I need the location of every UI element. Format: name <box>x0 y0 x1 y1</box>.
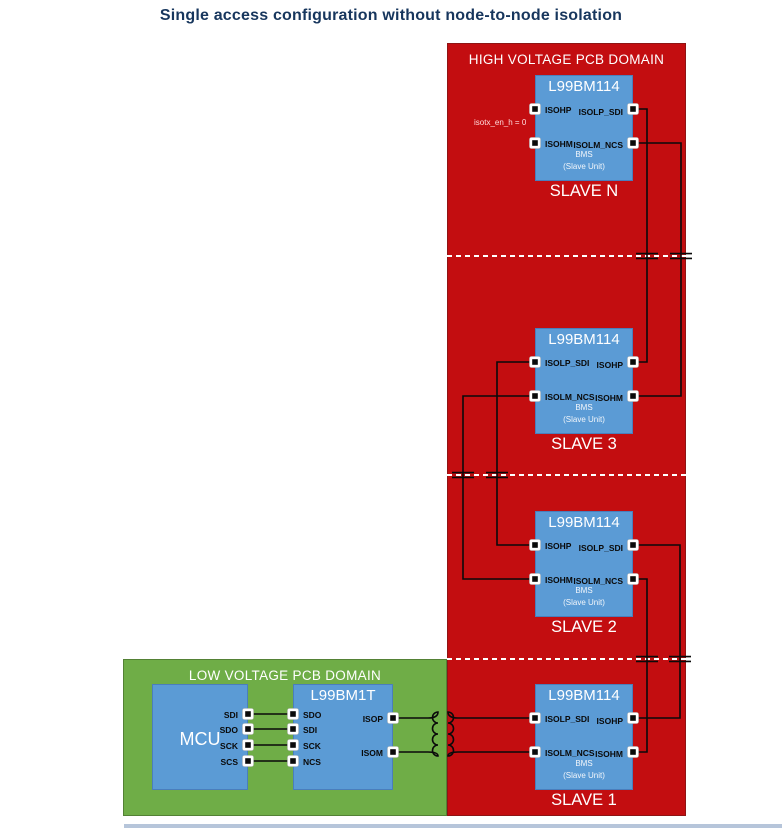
chip-box-slave-3 <box>535 328 633 434</box>
bms-label: BMS <box>575 586 593 595</box>
chip-box-slave-2 <box>535 511 633 617</box>
pin-label-right-2: ISOHM <box>595 393 623 403</box>
pin-label-right-1: ISOLP_SDI <box>578 107 623 117</box>
bm1t-pin-sdi: SDI <box>303 725 318 735</box>
slave-name: SLAVE 2 <box>551 618 617 636</box>
bm1t-pin-isop: ISOP <box>362 714 383 724</box>
pin-label-left-2: ISOHM <box>545 139 573 149</box>
mcu-pin-sdi: SDI <box>223 710 238 720</box>
slave-unit-label: (Slave Unit) <box>563 415 605 424</box>
pin-label-right-2: ISOLM_NCS <box>573 576 623 586</box>
bm1t-pin-sck: SCK <box>303 741 321 751</box>
mcu-pin-scs: SCS <box>220 757 238 767</box>
pin-label-right-2: ISOLM_NCS <box>573 140 623 150</box>
slave-unit-1 <box>535 684 633 814</box>
pin-label-left-1: ISOLP_SDI <box>545 714 590 724</box>
chip-box-slave-n <box>535 75 633 181</box>
pin-label-left-2: ISOHM <box>545 575 573 585</box>
chip-box-slave-1 <box>535 684 633 790</box>
slave-unit-label: (Slave Unit) <box>563 598 605 607</box>
bms-label: BMS <box>575 150 593 159</box>
chip-title: L99BM114 <box>548 78 620 95</box>
bm1t-pin-isom: ISOM <box>361 748 383 758</box>
mcu-box <box>152 684 248 790</box>
slave-name: SLAVE 3 <box>551 435 617 453</box>
pin-label-left-2: ISOLM_NCS <box>545 748 595 758</box>
pin-label-right-1: ISOHP <box>596 716 623 726</box>
mcu-pin-sdo: SDO <box>219 725 238 735</box>
page-edge-strip <box>124 824 782 828</box>
bms-label: BMS <box>575 759 593 768</box>
slave-name: SLAVE N <box>549 182 619 200</box>
high-voltage-domain-label: HIGH VOLTAGE PCB DOMAIN <box>468 52 665 67</box>
slave-name: SLAVE 1 <box>551 791 617 809</box>
mcu-label: MCU <box>179 729 221 749</box>
low-voltage-domain-label: LOW VOLTAGE PCB DOMAIN <box>188 668 382 683</box>
bm1t-pin-sdo: SDO <box>303 710 322 720</box>
bms-label: BMS <box>575 403 593 412</box>
pin-label-left-1: ISOHP <box>545 105 572 115</box>
isotx-enable-note: isotx_en_h = 0 <box>474 118 527 127</box>
chip-title: L99BM114 <box>548 331 620 348</box>
slave-unit-label: (Slave Unit) <box>563 162 605 171</box>
pin-label-left-2: ISOLM_NCS <box>545 392 595 402</box>
chip-title: L99BM114 <box>548 687 620 704</box>
slave-unit-label: (Slave Unit) <box>563 771 605 780</box>
pin-label-right-2: ISOHM <box>595 749 623 759</box>
chip-title: L99BM114 <box>548 514 620 531</box>
page-title: Single access configuration without node-to-node isolation <box>159 7 623 24</box>
pin-label-left-1: ISOHP <box>545 541 572 551</box>
pin-label-left-1: ISOLP_SDI <box>545 358 590 368</box>
slave-unit-3 <box>535 328 633 458</box>
bm1t-pin-ncs: NCS <box>303 757 321 767</box>
mcu-pin-sck: SCK <box>220 741 238 751</box>
transceiver-box <box>293 684 393 790</box>
pin-label-right-1: ISOLP_SDI <box>578 543 623 553</box>
slave-unit-2 <box>535 511 633 641</box>
slave-unit-n <box>535 75 633 205</box>
pin-label-right-1: ISOHP <box>596 360 623 370</box>
chip-title: L99BM1T <box>310 687 376 704</box>
